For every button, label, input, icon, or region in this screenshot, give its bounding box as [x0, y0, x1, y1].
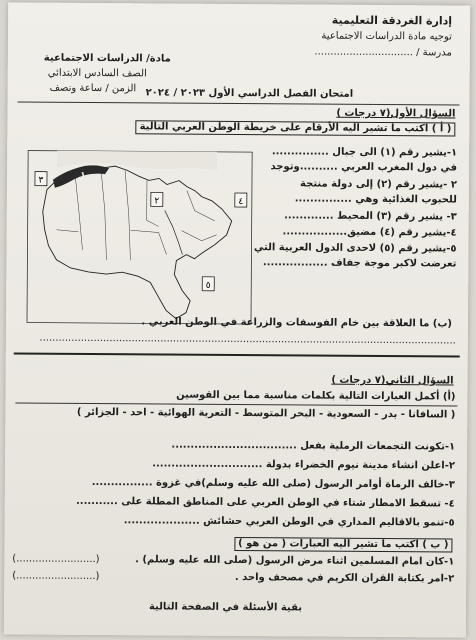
q1-item-2: ٢ -يشير رقم (٢) إلى دولة منتجة	[300, 178, 457, 191]
arab-world-map	[26, 150, 253, 326]
map-number-1: ١	[80, 170, 86, 181]
q2-item-2: ٢-اعلن انشاء مدينة نيوم الخضراء بدولة .............................	[152, 458, 456, 472]
footer-note: بقية الأسئلة في الصفحة التالية	[148, 601, 303, 614]
q2-word-bank: ( السافانا - بدر - السعودية - البحر المتوسط - التعرية الهوائية - احد - الجزائر )	[76, 406, 456, 421]
header-divider	[18, 101, 460, 105]
q2-title: السؤال الثاني(٧ درجات )	[331, 374, 454, 387]
q2-b-label: ( ب ) اكتب ما تشير اليه العبارات ( من هو )	[234, 537, 452, 553]
q2-b-item-2: ٢-امر بكتابة القران الكريم في مصحف واحد .	[234, 571, 455, 585]
q1-item-5: ٥-يشير رقم (٥) لاحدى الدول العربية التي	[253, 242, 457, 255]
map-outline	[42, 166, 232, 319]
map-number-3: ٣	[38, 175, 44, 186]
grade: الصف السادس الابتدائي	[47, 67, 147, 80]
map-number-2: ٢	[154, 196, 160, 207]
q1-b-answer-line: ...................................................................................................................................	[39, 332, 456, 347]
q2-a-label: (أ) أكمل العبارات التالية بكلمات مناسبة مما بين القوسين	[176, 389, 456, 403]
map-number-4: ٤	[238, 197, 244, 208]
q1-item-2b: للحبوب الغذائية وهي ...............	[294, 193, 457, 206]
q2-item-3: ٣-خالف الرماة أوامر الرسول (صلى الله عليه وسلم)في غزوة ................	[91, 476, 455, 491]
q2-b-answer-2: (.........................)	[12, 570, 100, 583]
q2-b-answer-1: (.........................)	[12, 553, 100, 566]
exam-time: الزمن / ساعة ونصف	[49, 82, 137, 95]
q1-b-question: (ب) ما العلاقة بين خام الفوسفات والزراعة في الوطن العربي .	[141, 316, 453, 330]
directorate: توجيه مادة الدراسات الاجتماعية	[321, 30, 453, 43]
q1-a-label: ( أ ) اكتب ما تشير اليه الأرقام على خريطة الوطن العربي التالية	[136, 120, 456, 136]
q2-item-1: ١-تكونت التجمعات الرملية بفعل .................................	[171, 439, 456, 453]
admin-name: إدارة الغردقة التعليمية	[331, 13, 453, 28]
q2-item-5: ٥-تنمو بالاقاليم المداري في الوطن العربي حشائش ....................	[123, 515, 455, 529]
q1-item-1: ١-يشير رقم (١) الى جبال ...............	[271, 146, 458, 159]
q1-item-5b: تعرضت لاكبر موجة جفاف .................	[262, 257, 457, 270]
exam-paper	[4, 2, 470, 637]
exam-title: امتحان الفصل الدراسي الأول ٢٠٢٣ / ٢٠٢٤	[145, 87, 354, 100]
q1-item-4: ٤-يشير رقم (٤) مضيق.................	[282, 226, 457, 239]
section-divider	[14, 352, 460, 357]
q2-item-4: ٤- تسقط الامطار شتاء في الوطن العربي على المناطق المطلة على ...........	[75, 495, 455, 510]
q1-item-1b: في دول المغرب العربي ..........وتوجد	[270, 161, 458, 174]
school-field: مدرسة / ...............................	[314, 46, 452, 59]
q1-item-3: ٣- يشير رقم (٣) المحيط .............	[284, 210, 457, 223]
subject: مادة/ الدراسات الاجتماعية	[43, 52, 171, 65]
q2-b-item-1: ١-كان امام المسلمين اثناء مرض الرسول (صلى الله عليه وسلم) .	[135, 554, 455, 568]
map-svg	[26, 150, 253, 326]
q1-title: السؤال الأول(٧ درجات )	[336, 107, 456, 120]
map-number-5: ٥	[205, 280, 211, 291]
